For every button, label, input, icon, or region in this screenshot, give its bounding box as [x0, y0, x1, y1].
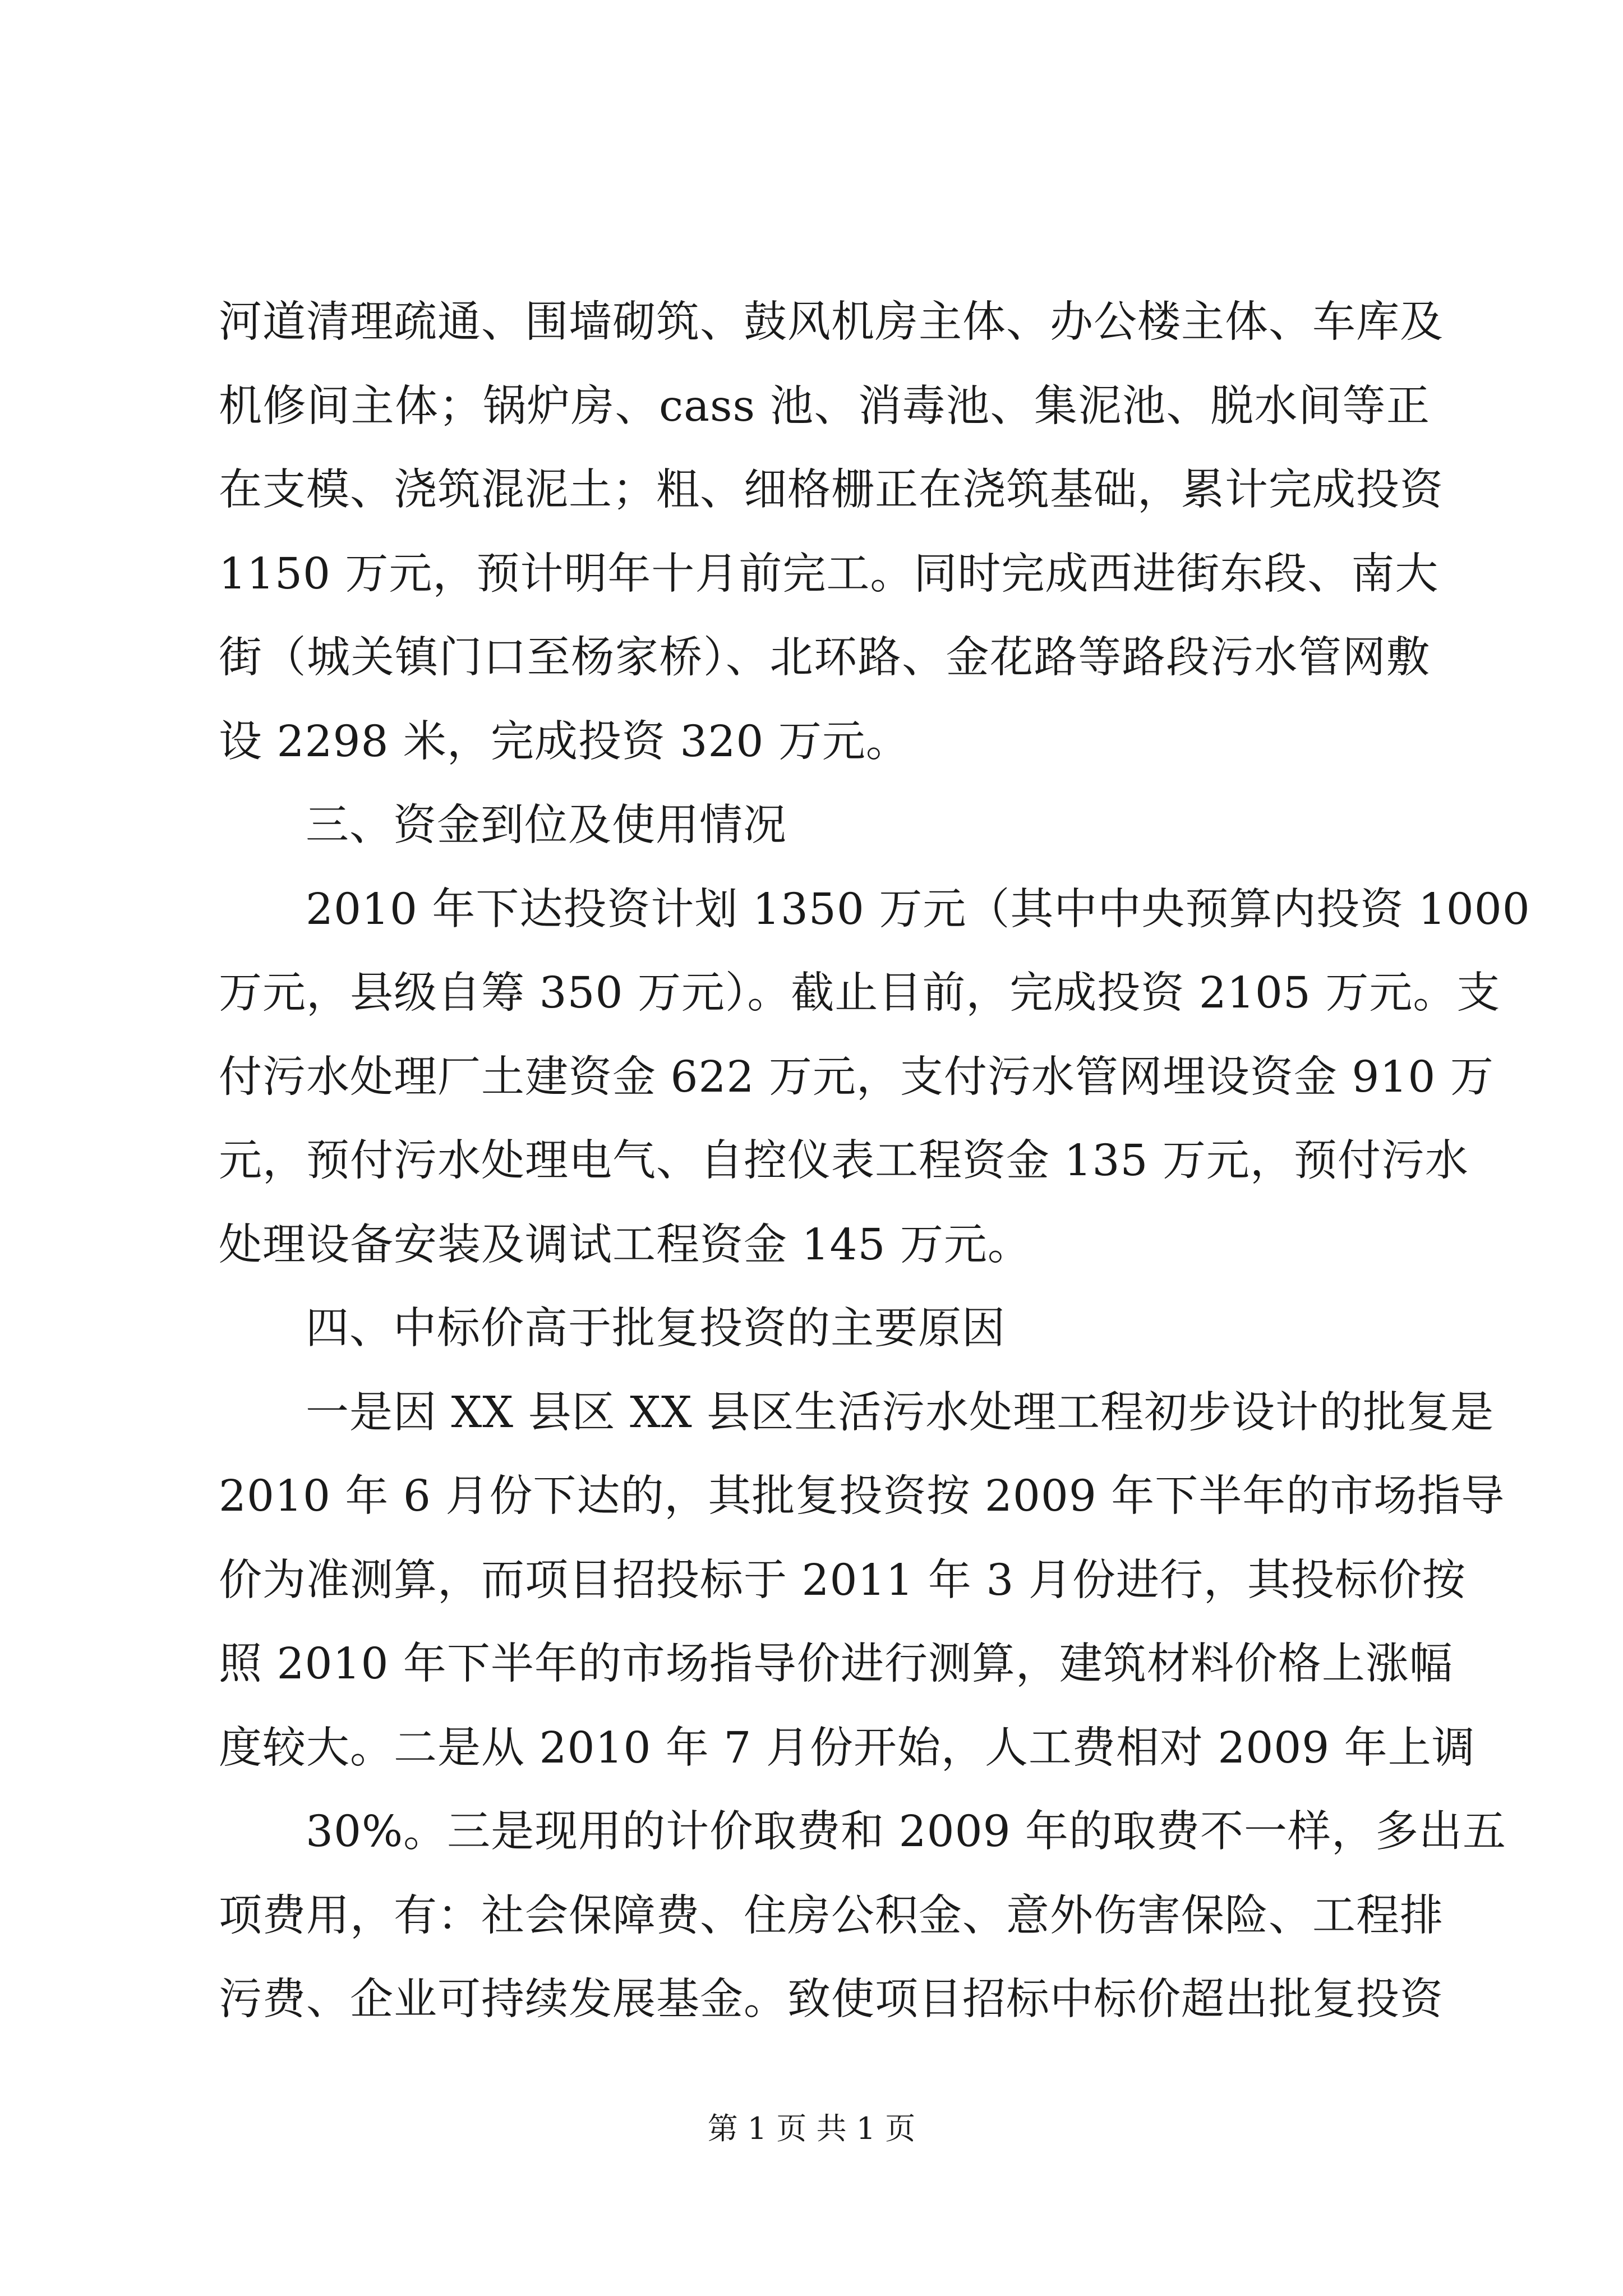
- text-line: 元，预付污水处理电气、自控仪表工程资金 135 万元，预付污水: [219, 1136, 1469, 1186]
- text-line: 在支模、浇筑混泥土；粗、细格栅正在浇筑基础，累计完成投资: [219, 465, 1444, 515]
- text-line: 价为准测算，而项目招投标于 2011 年 3 月份进行，其投标价按: [219, 1555, 1466, 1605]
- text-line: 2010 年下达投资计划 1350 万元（其中中央预算内投资 1000: [306, 884, 1530, 935]
- text-line: 污费、企业可持续发展基金。致使项目招标中标价超出批复投资: [219, 1975, 1444, 2024]
- body-text: [219, 280, 1530, 2042]
- text-line: 付污水处理厂土建资金 622 万元，支付污水管网埋设资金 910 万: [219, 1052, 1494, 1102]
- text-line: 2010 年 6 月份下达的，其批复投资按 2009 年下半年的市场指导: [219, 1471, 1505, 1521]
- section-heading: 三、资金到位及使用情况: [306, 800, 787, 850]
- text-line: 处理设备安装及调试工程资金 145 万元。: [219, 1220, 1031, 1270]
- text-line: 机修间主体；锅炉房、cass 池、消毒池、集泥池、脱水间等正: [219, 381, 1430, 431]
- text-line: 街（城关镇门口至杨家桥）、北环路、金花路等路段污水管网敷: [219, 633, 1430, 683]
- text-line: 万元，县级自筹 350 万元）。截止目前，完成投资 2105 万元。支: [219, 968, 1501, 1018]
- section-heading: 四、中标价高于批复投资的主要原因: [306, 1304, 1006, 1354]
- text-line: 项费用，有：社会保障费、住房公积金、意外伤害保险、工程排: [219, 1890, 1444, 1941]
- text-line: 度较大。二是从 2010 年 7 月份开始，人工费相对 2009 年上调: [219, 1723, 1476, 1773]
- page-number-footer: 第 1 页 共 1 页: [707, 2111, 916, 2146]
- text-line: 照 2010 年下半年的市场指导价进行测算，建筑材料价格上涨幅: [219, 1639, 1453, 1689]
- text-line: 1150 万元，预计明年十月前完工。同时完成西进街东段、南大: [219, 549, 1439, 599]
- text-line: 河道清理疏通、围墙砌筑、鼓风机房主体、办公楼主体、车库及: [219, 297, 1444, 347]
- text-line: 30%。三是现用的计价取费和 2009 年的取费不一样，多出五: [306, 1807, 1507, 1857]
- text-line: 设 2298 米，完成投资 320 万元。: [219, 716, 910, 767]
- text-line: 一是因 XX 县区 XX 县区生活污水处理工程初步设计的批复是: [306, 1387, 1495, 1438]
